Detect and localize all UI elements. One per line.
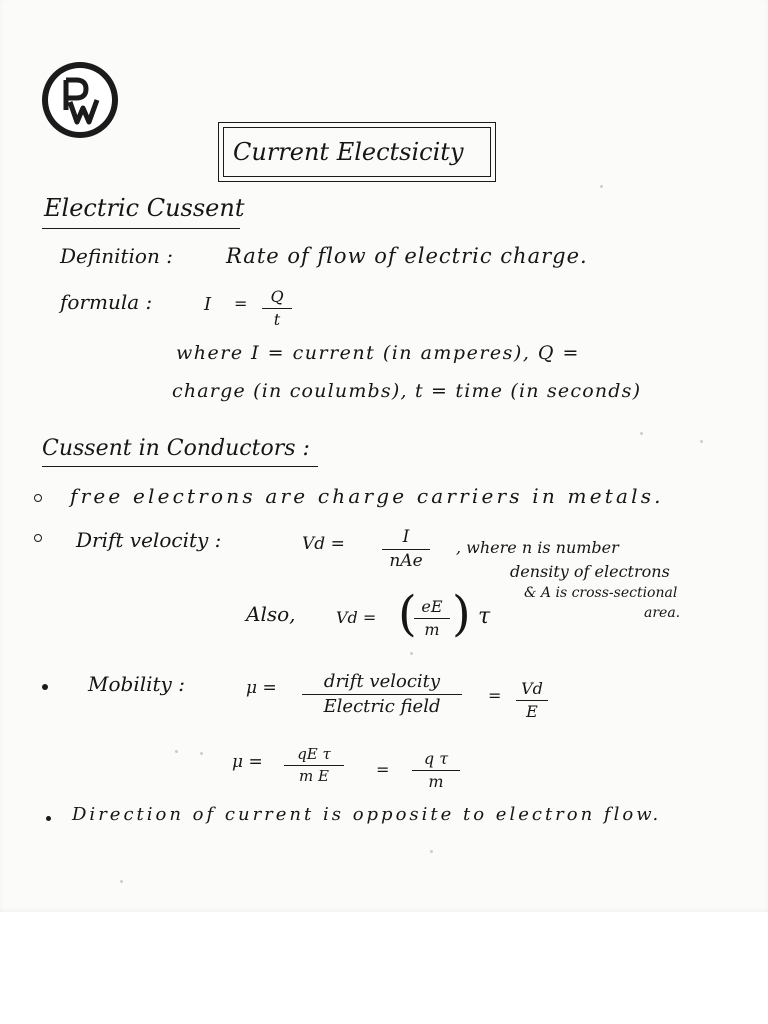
formula-equals: = [234, 294, 248, 313]
where-note-2: density of electrons [510, 562, 670, 581]
formula-fraction [262, 288, 292, 328]
formula-lhs: I [204, 294, 212, 315]
direction-note: Direction of current is opposite to electron flow. [72, 804, 662, 825]
also-label: Also, [246, 602, 296, 626]
bullet-ring-2 [34, 534, 42, 542]
paper-speck [200, 752, 203, 755]
formula-numerator: Q [270, 287, 284, 306]
paper-speck [120, 880, 123, 883]
also-lhs: Vd = [336, 608, 377, 627]
page-title: Current Electsicity [233, 138, 464, 166]
where-note-3: & A is cross-sectional [524, 585, 678, 601]
vd-fraction [382, 528, 430, 570]
also-tau: τ [478, 604, 491, 629]
mu-fraction [302, 672, 462, 717]
drift-velocity-label: Drift velocity : [76, 528, 222, 552]
mobility-label: Mobility : [88, 672, 185, 696]
mu-rhs-denominator: E [526, 701, 538, 721]
mu2-rhs-numerator: q τ [423, 749, 449, 768]
bullet-dot [42, 684, 48, 690]
mu2-denominator: m E [299, 766, 329, 785]
formula-label: formula : [60, 290, 153, 314]
definition-label: Definition : [60, 244, 173, 268]
paper-speck [430, 850, 433, 853]
pw-logo-mark [48, 68, 112, 132]
also-fraction [414, 598, 450, 638]
paper-speck [700, 440, 703, 443]
where-note-1: , where n is number [456, 538, 619, 557]
vd-denominator: nAe [389, 550, 423, 571]
mu-equals: = [488, 686, 502, 705]
paper-speck [600, 185, 603, 188]
vd-numerator: I [402, 527, 410, 547]
mu-numerator: drift velocity [323, 671, 441, 692]
paper-speck [410, 652, 413, 655]
right-paren: ) [452, 586, 471, 642]
mu2-rhs-denominator: m [428, 771, 444, 791]
mu2-numerator: qE τ [297, 745, 331, 763]
paper-speck [175, 750, 178, 753]
definition-text: Rate of flow of electric charge. [226, 244, 588, 268]
vd-lhs: Vd = [302, 534, 345, 554]
mu2-fraction [284, 746, 344, 784]
heading-current-in-conductors: Cussent in Conductors : [42, 436, 310, 461]
mu-rhs-fraction [516, 680, 548, 720]
bullet-ring [34, 494, 42, 502]
mu2-rhs-fraction [412, 750, 460, 790]
mu-lhs: μ = [246, 678, 277, 698]
formula-denominator: t [273, 309, 281, 329]
also-denominator: m [424, 619, 440, 639]
heading-underline-2 [42, 466, 318, 467]
title-box [218, 122, 496, 182]
also-numerator: eE [421, 597, 443, 616]
paper-speck [640, 432, 643, 435]
mu2-equals: = [376, 760, 390, 779]
charge-line: charge (in coulumbs), t = time (in seconds) [172, 380, 642, 402]
heading-underline [42, 228, 240, 229]
bullet-dot-2 [46, 816, 51, 821]
where-line: where I = current (in amperes), Q = [176, 342, 580, 364]
mu2-lhs: μ = [232, 752, 263, 772]
heading-electric-current: Electric Cussent [44, 194, 245, 222]
where-note-4: area. [644, 605, 681, 621]
free-electrons-text: free electrons are charge carriers in metals. [70, 484, 664, 508]
mu-denominator: Electric field [323, 695, 441, 717]
left-paren: ( [398, 586, 417, 642]
mu-rhs-numerator: Vd [521, 679, 543, 698]
pw-logo [42, 62, 118, 138]
